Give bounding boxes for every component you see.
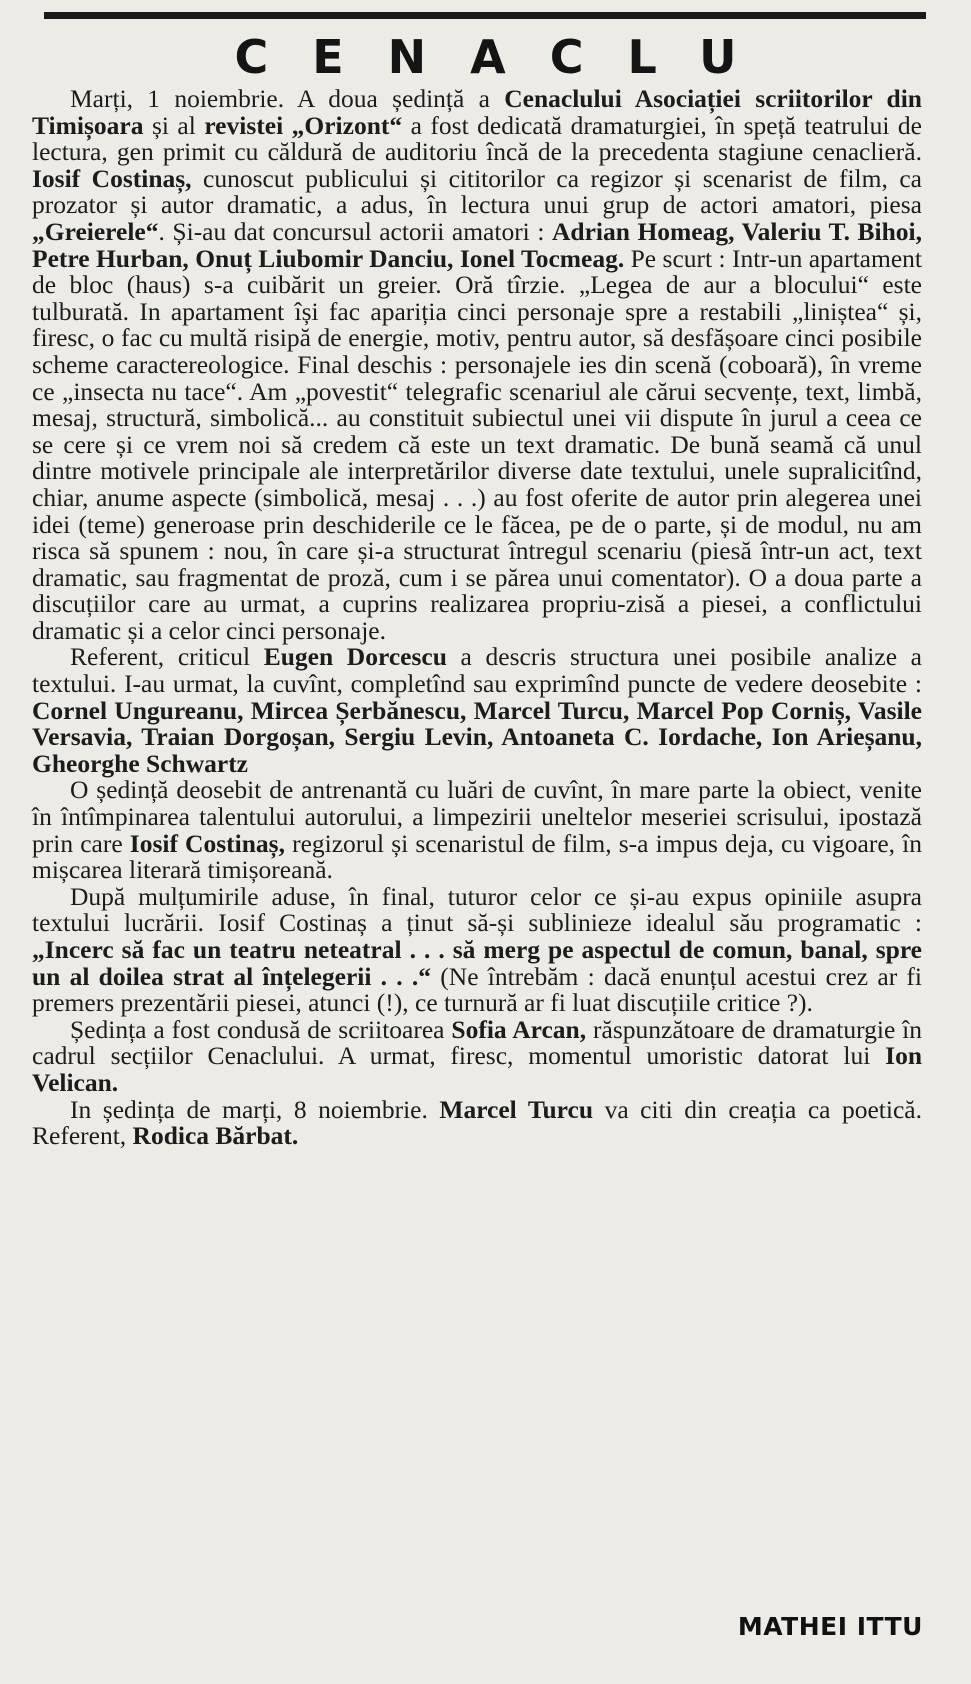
paragraph-6 <box>32 1094 922 1151</box>
author-signature: MATHEI ITTU <box>737 1612 923 1641</box>
bold-text: Iosif Costinaș, <box>32 163 192 193</box>
bold-text: Marcel Turcu <box>439 1094 594 1124</box>
text: a descris structura unei posibile analize a textului. I-au urmat, la cuvînt, completînd sau exprimînd puncte de vedere deosebite : <box>32 642 923 699</box>
paragraph-3 <box>32 777 922 883</box>
text: O ședință deosebit de antrenantă cu luări de cuvînt, în mare parte la obiect, venite în întîmpinarea talentului autorului, a limpezirii uneltelor meseriei scrisului, ipostază prin care <box>32 775 922 858</box>
bold-text: Cenaclului Asociației scriitorilor din Timișoara <box>32 84 922 140</box>
bold-text: Cornel Ungureanu, Mircea Șerbănescu, Marcel Turcu, Marcel Pop Corniș, Vasile Versavia, Traian Dorgoșan, Sergiu Levin, Antoaneta C. Iordache, Ion Arieșanu, Gheorghe Schwartz <box>32 695 922 778</box>
paragraph-2 <box>32 644 922 777</box>
text: (Ne întrebăm : dacă enunțul acestui crez ar fi premers prezentării piesei, atunci (!), ce turnură ar fi luat discuțiile critice ?). <box>32 961 923 1018</box>
text: După mulțumirile aduse, în final, tuturor celor ce și-au expus opiniile asupra textului lucrării. Iosif Costinaș a ținut să-și sublinieze idealul său programatic : <box>32 881 922 938</box>
paragraph-5 <box>32 1014 923 1097</box>
text: și al <box>143 110 205 140</box>
bold-text: revistei „Orizont“ <box>204 110 403 140</box>
article-body <box>32 86 922 1150</box>
text: In ședința de marți, 8 noiembrie. <box>70 1094 440 1124</box>
text: . Și-au dat concursul actorii amatori : <box>158 216 552 246</box>
text: Referent, criticul <box>70 642 264 672</box>
bold-text: Sofia Arcan, <box>451 1014 587 1044</box>
bold-text: Eugen Dorcescu <box>263 642 447 672</box>
text: regizorul și scenaristul de film, s-a impus deja, cu vigoare, în mișcarea literară timișoreană. <box>32 828 922 885</box>
text: Marți, 1 noiembrie. A doua ședință a <box>70 84 505 113</box>
bold-text: Adrian Homeag, Valeriu T. Bihoi, Petre Hurban, Onuț Liubomir Danciu, Ionel Tocmeag. <box>32 216 922 273</box>
text: va citi din creația ca poetică. Referent, <box>32 1094 922 1151</box>
bold-text: „Incerc să fac un teatru neteatral . . . să merg pe aspectul de comun, banal, spre un al doilea strat al înțelegerii . . .“ <box>32 935 922 991</box>
paragraph-4 <box>32 881 923 1018</box>
top-rule <box>44 12 926 19</box>
text: răspunzătoare de dramaturgie în cadrul secțiilor Cenaclului. A urmat, firesc, momentul umoristic datorat lui <box>32 1014 923 1071</box>
paragraph-1 <box>32 86 922 644</box>
bold-text: „Greierele“ <box>32 216 159 246</box>
article-title: CENACLU <box>234 30 781 84</box>
bold-text: Ion Velican. <box>32 1041 922 1097</box>
text: cunoscut publicului și cititorilor ca regizor și scenarist de film, ca prozator și autor dramatic, a adus, în lectura unui grup de actori amatori, piesa <box>32 163 922 220</box>
bold-text: Rodica Bărbat. <box>132 1121 299 1151</box>
text: Pe scurt : Intr-un apartament de bloc (haus) s-a cuibărit un greier. Oră tîrzie. „Legea de aur a blocului“ este tulburată. In apartament își fac apariția cinci personaje spre a restabili „liniștea“ și, firesc, o fac cu multă risipă de energie, motiv, pentru autor, să desfășoare cinci posibile scheme caractereologice. Final deschis : personajele ies din scenă (coboară), în vreme ce „insecta nu tace“. Am „povestit“ telegrafic scenariul ale cărui secvențe, text, limbă, mesaj, structură, simbolică... au constituit subiectul unei vii dispute în jurul a ceea ce se cere și ce vrem noi să credem că este un text dramatic. De bună seamă că unul dintre motivele principale ale interpretărilor diverse date textului, unele supralicitînd, chiar, anume aspecte (simbolică, mesaj . . .) au fost oferite de autor prin alegerea unei idei (teme) generoase prin deschiderile ce le făcea, pe de o parte, și de modul, nu am risca să spunem : nou, în care și-a structurat întregul scenariu (piesă într-un act, text dramatic, sau fragmentat de proză, cum i se părea unui comentator). O a doua parte a discuțiilor care au urmat, a cuprins realizarea propriu-zisă a piesei, a conflictului dramatic și a celor cinci personaje. <box>32 243 922 645</box>
text: a fost dedicată dramaturgiei, în speță teatrului de lectura, gen primit cu căldură de auditoriu încă de la precedenta stagiune cenaclieră. <box>32 110 922 167</box>
bold-text: Iosif Costinaș, <box>129 828 285 858</box>
text: Ședința a fost condusă de scriitoarea <box>70 1014 452 1044</box>
